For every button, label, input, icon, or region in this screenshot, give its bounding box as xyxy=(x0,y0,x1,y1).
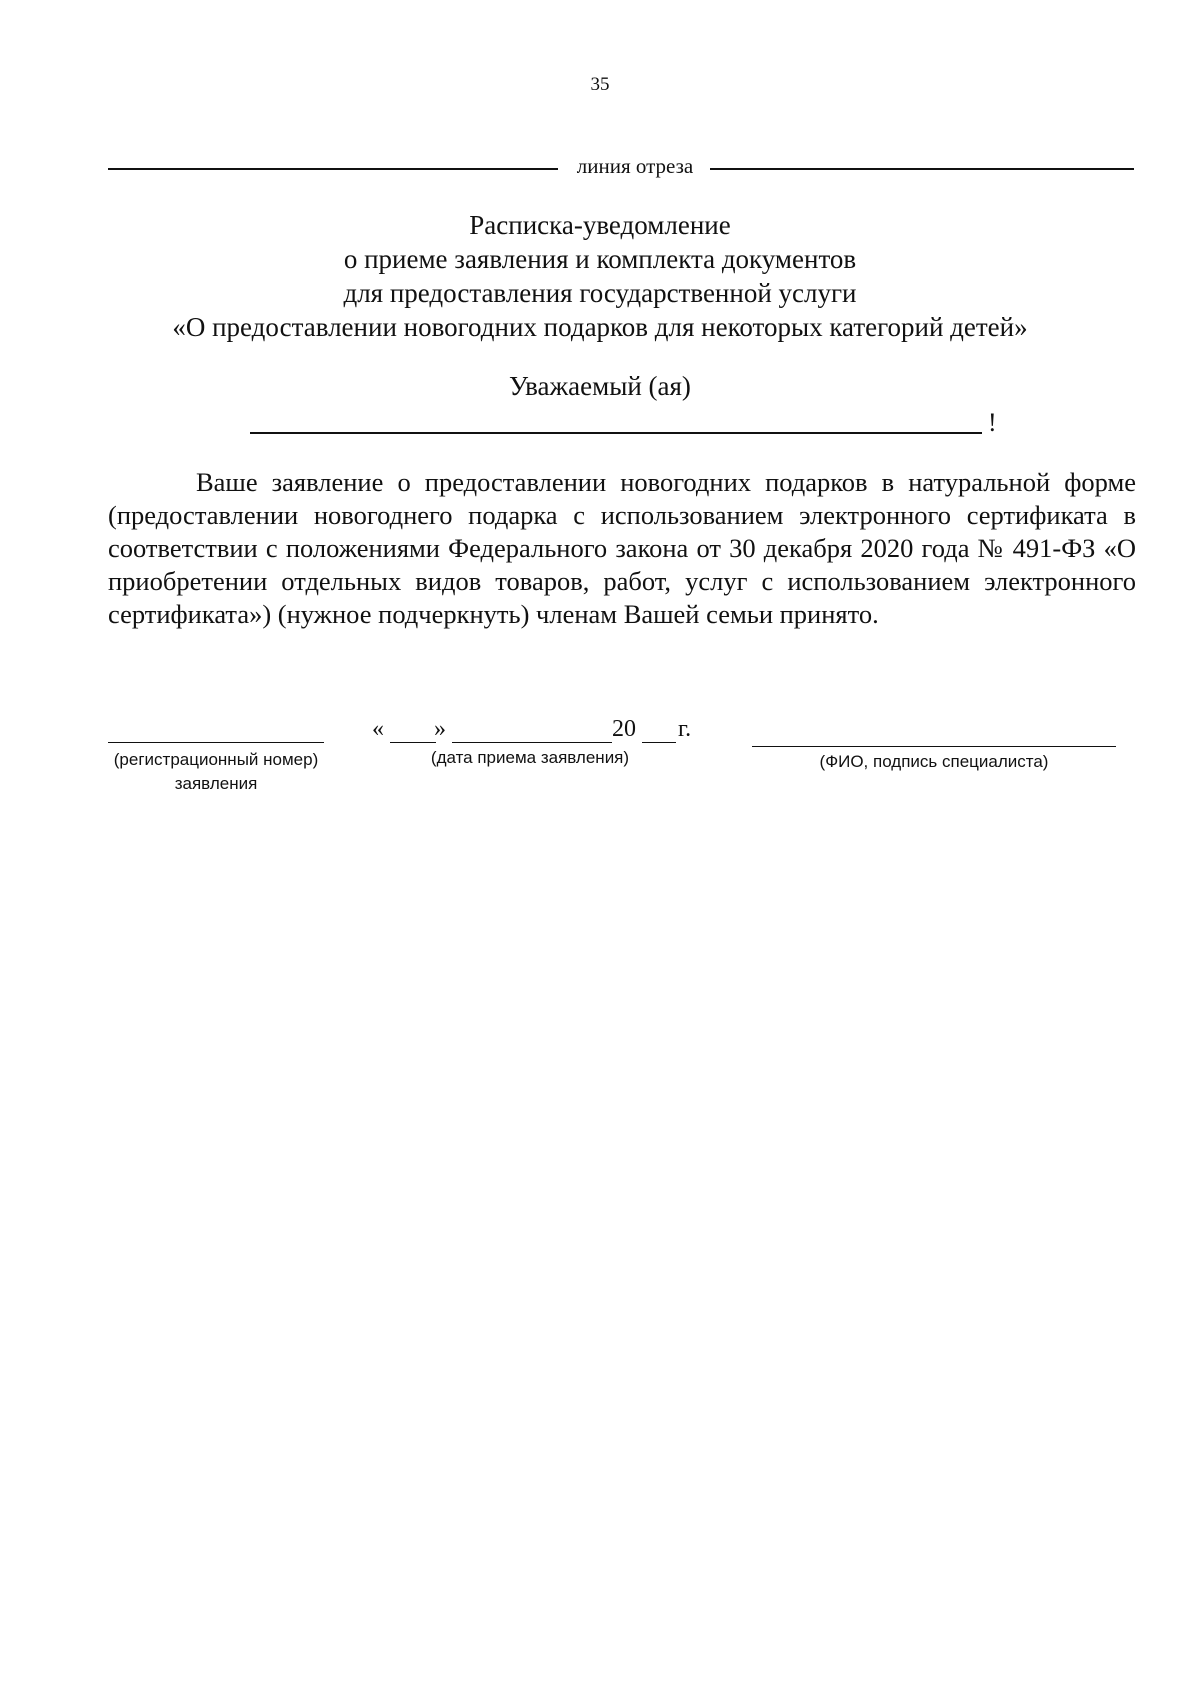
specialist-signature-line xyxy=(752,746,1116,747)
date-year-line xyxy=(642,742,676,743)
notice-body xyxy=(108,466,1136,631)
greeting-exclamation: ! xyxy=(988,408,997,437)
cut-line-dash-right xyxy=(710,168,1134,170)
notice-paragraph: Ваше заявление о предоставлении новогодних подарков в натуральной форме (предоставлении новогоднего подарка с использованием электронного сертификата в соответствии с положениями Федерального закона от 30 декабря 2020 года № 491-ФЗ «О приобретении отдельных видов товаров, работ, услуг с использованием электронного сертификата») (нужное подчеркнуть) членам Вашей семьи принято. xyxy=(108,467,1136,629)
registration-caption-line-1: (регистрационный номер) xyxy=(113,750,319,769)
date-quote-close: » xyxy=(434,716,446,742)
title-line-1: Расписка-уведомление xyxy=(469,210,731,240)
registration-number-line xyxy=(108,742,324,743)
date-day-line xyxy=(390,742,436,743)
specialist-signature-caption: (ФИО, подпись специалиста) xyxy=(819,752,1049,771)
cut-line-dash-left xyxy=(108,168,558,170)
signature-row xyxy=(0,712,1200,822)
registration-caption-line-2: заявления xyxy=(174,774,258,793)
date-year-suffix: г. xyxy=(678,716,692,742)
date-caption: (дата приема заявления) xyxy=(430,748,630,767)
title-line-2: о приеме заявления и комплекта документов xyxy=(343,244,857,274)
document-title xyxy=(0,208,1200,344)
cut-line xyxy=(108,154,1134,184)
registration-number-caption xyxy=(96,748,336,796)
date-month-line xyxy=(452,742,612,743)
title-line-4: «О предоставлении новогодних подарков для некоторых категорий детей» xyxy=(172,312,1028,342)
title-line-3: для предоставления государственной услуги xyxy=(343,278,857,308)
page-number: 35 xyxy=(590,74,610,95)
cut-line-label: линия отреза xyxy=(576,154,694,178)
date-year-prefix: 20 xyxy=(612,716,636,742)
greeting: Уважаемый (ая) xyxy=(509,371,691,401)
date-quote-open: « xyxy=(372,716,384,742)
recipient-name-line xyxy=(250,432,982,434)
